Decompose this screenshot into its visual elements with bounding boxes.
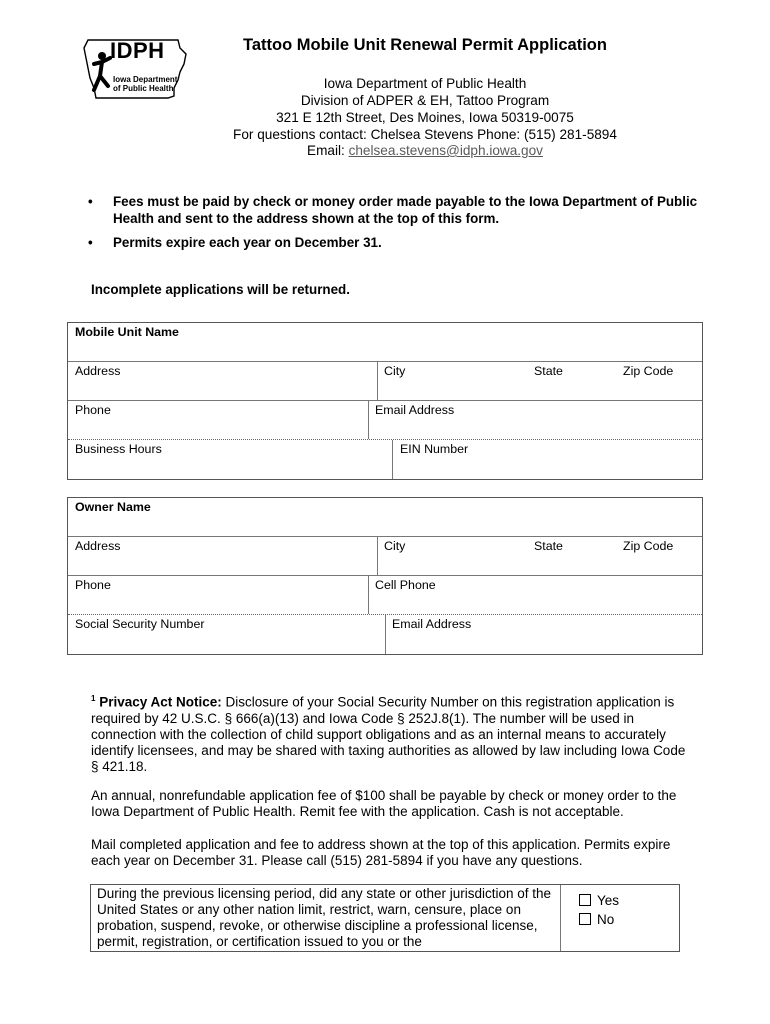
owner-state-field[interactable]: State (534, 539, 563, 553)
logo-abbr: IDPH (110, 38, 165, 63)
mail-paragraph: Mail completed application and fee to address shown at the top of this application. Permits expire each year on December 31. Please call (515) 281-5894 if you have any questions. (91, 837, 671, 868)
mobile-unit-box (67, 322, 703, 480)
divider (385, 615, 386, 654)
page-title: Tattoo Mobile Unit Renewal Permit Application (243, 36, 607, 54)
bullet-expire (88, 234, 708, 252)
unit-zip-field[interactable]: Zip Code (623, 364, 674, 378)
logo-line1: Iowa Department (113, 75, 178, 84)
privacy-notice (91, 691, 691, 775)
fee-paragraph: An annual, nonrefundable application fee of $100 shall be payable by check or money order to the Iowa Department of Public Health. Remit fee with the application. Cash is not acceptable. (91, 788, 677, 819)
divider (560, 885, 561, 951)
divider (68, 361, 702, 362)
bullet-fees (88, 193, 708, 227)
divider (68, 575, 702, 576)
owner-zip-field[interactable]: Zip Code (623, 539, 674, 553)
header-line-2: Division of ADPER & EH, Tattoo Program (300, 93, 550, 108)
owner-name-field[interactable]: Owner Name (75, 500, 151, 514)
unit-phone-field[interactable]: Phone (75, 403, 111, 417)
yes-checkbox[interactable] (579, 894, 591, 906)
privacy-text: Disclosure of your Social Security Number on this registration application is required by 42 U.S.C. § 666(a)(13) and Iowa Code § 252J.8(1). The number will be used in connection with the collection of child support obligations and as an internal means to accurately identify licensees, and may be shared with taxing authorities as allowed by law including Iowa Code § 421.18. (91, 694, 686, 774)
divider (392, 440, 393, 479)
logo-line2: of Public Health (113, 84, 174, 93)
divider (377, 362, 378, 400)
yes-label: Yes (597, 893, 620, 908)
divider (377, 537, 378, 575)
mobile-unit-name-field[interactable]: Mobile Unit Name (75, 325, 179, 339)
owner-phone-field[interactable]: Phone (75, 578, 111, 592)
divider (68, 400, 702, 401)
owner-city-field[interactable]: City (384, 539, 406, 553)
email-link[interactable]: chelsea.stevens@idph.iowa.gov (348, 143, 543, 158)
unit-address-field[interactable]: Address (75, 364, 121, 378)
owner-cell-field[interactable]: Cell Phone (375, 578, 436, 592)
bullet-dot: • (88, 194, 93, 209)
header-line-4: For questions contact: Chelsea Stevens Phone: (515) 281-5894 (233, 127, 617, 142)
header-line-3: 321 E 12th Street, Des Moines, Iowa 50319-0075 (276, 110, 574, 125)
email-prefix: Email: (307, 143, 349, 158)
divider (368, 576, 369, 614)
header-line-1: Iowa Department of Public Health (323, 76, 527, 91)
privacy-heading: Privacy Act Notice: (99, 694, 222, 710)
bullet-expire-text: Permits expire each year on December 31. (113, 235, 382, 250)
ein-number-field[interactable]: EIN Number (400, 442, 469, 456)
discipline-question: During the previous licensing period, did any state or other jurisdiction of the United States or any other nation limit, restrict, warn, censure, place on probation, suspend, revoke, or otherwise discipline a professional license, permit, registration, or certification issued to you or the (97, 886, 552, 949)
bullet-dot: • (88, 235, 93, 250)
divider (368, 401, 369, 439)
divider (68, 536, 702, 537)
unit-city-field[interactable]: City (384, 364, 406, 378)
header-email-line (0, 143, 770, 159)
business-hours-field[interactable]: Business Hours (75, 442, 162, 456)
unit-email-field[interactable]: Email Address (375, 403, 455, 417)
divider (68, 439, 702, 440)
ssn-field[interactable]: Social Security Number (75, 617, 205, 631)
owner-email-field[interactable]: Email Address (392, 617, 472, 631)
bullet-fees-text: Fees must be paid by check or money order made payable to the Iowa Department of Public Health and sent to the address shown at the top of this form. (113, 194, 698, 226)
no-checkbox[interactable] (579, 913, 591, 925)
owner-address-field[interactable]: Address (75, 539, 121, 553)
footnote-mark: 1 (91, 694, 96, 703)
no-label: No (597, 912, 615, 927)
unit-state-field[interactable]: State (534, 364, 563, 378)
incomplete-note: Incomplete applications will be returned. (91, 282, 350, 297)
